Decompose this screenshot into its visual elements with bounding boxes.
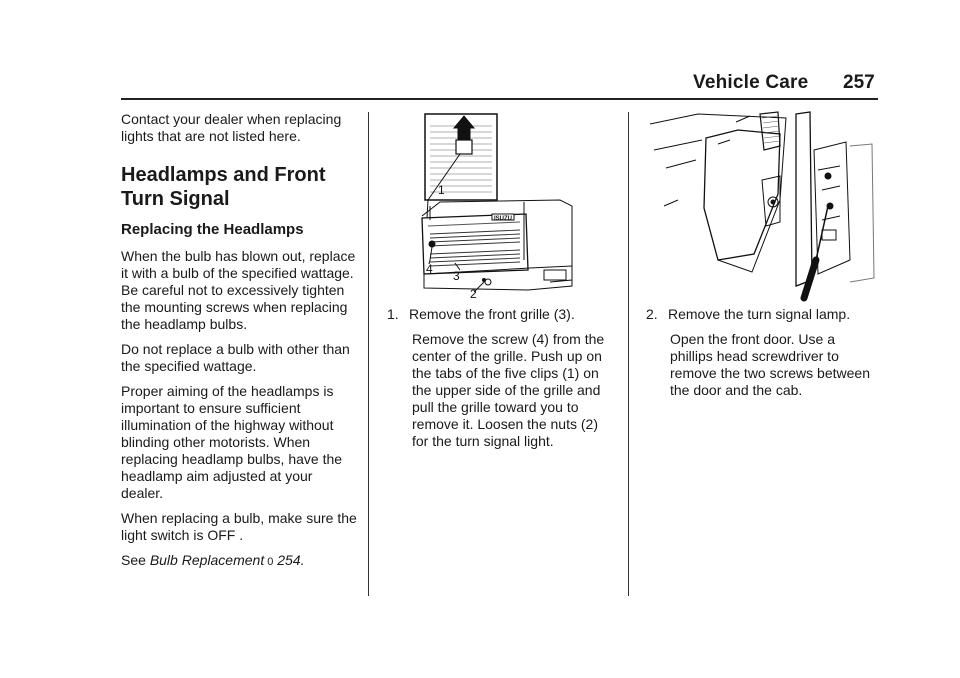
paragraph-aiming: Proper aiming of the headlamps is important to ensure sufficient illumination of the highway without blinding other motorists. When replacing headlamp bulbs, have the headlamp aim adjusted at your dealer. [121,383,343,501]
callout-3: 3 [453,269,460,283]
step-1-title: Remove the front grille (3). [409,306,575,322]
callout-4: 4 [426,262,433,276]
front-grille-illustration [400,110,580,306]
subsection-heading: Replacing the Headlamps [121,221,304,238]
paragraph-light-switch: When replacing a bulb, make sure the light switch is OFF . [121,510,357,543]
step-1-number: 1. [387,306,399,322]
grille-badge-text: ISUZU [494,216,512,222]
page-arrow-icon: 0 [267,556,274,568]
step-2-body: Open the front door. Use a phillips head screwdriver to remove the two screws between the door and the cab. [670,331,870,398]
column-divider-2 [628,112,629,596]
page-number: 257 [843,72,875,93]
column-1 [121,111,357,579]
callout-2: 2 [470,287,477,301]
step-1-body: Remove the screw (4) from the center of the grille. Push up on the tabs of the five clips (1) on the upper side of the grille and pull the grille toward you to remove it. Loosen the nuts (2) for the turn signal light. [412,331,605,449]
running-header-title: Vehicle Care [693,72,809,93]
step-2-title: Remove the turn signal lamp. [668,306,851,322]
section-heading [121,163,357,211]
cross-reference-link[interactable]: Bulb Replacement [149,552,265,568]
step-2-number: 2. [646,306,658,322]
header-rule [121,98,878,100]
paragraph-do-not-replace: Do not replace a bulb with other than the specified wattage. [121,341,350,374]
callout-1: 1 [438,183,445,197]
section-heading-line-1: Headlamps and Front [121,164,326,186]
section-heading-line-2: Turn Signal [121,188,230,210]
cross-reference-page[interactable]: 254. [277,552,305,568]
paragraph-bulb-wattage: When the bulb has blown out, replace it with a bulb of the specified wattage. Be careful not to excessively tighten the mounting screws when replacing the headlamp bulbs. [121,248,356,332]
see-label: See [121,552,146,568]
cross-reference [121,552,357,571]
intro-paragraph: Contact your dealer when replacing lights that are not listed here. [121,111,342,144]
turn-signal-lamp-illustration [646,110,878,306]
column-divider-1 [368,112,369,596]
